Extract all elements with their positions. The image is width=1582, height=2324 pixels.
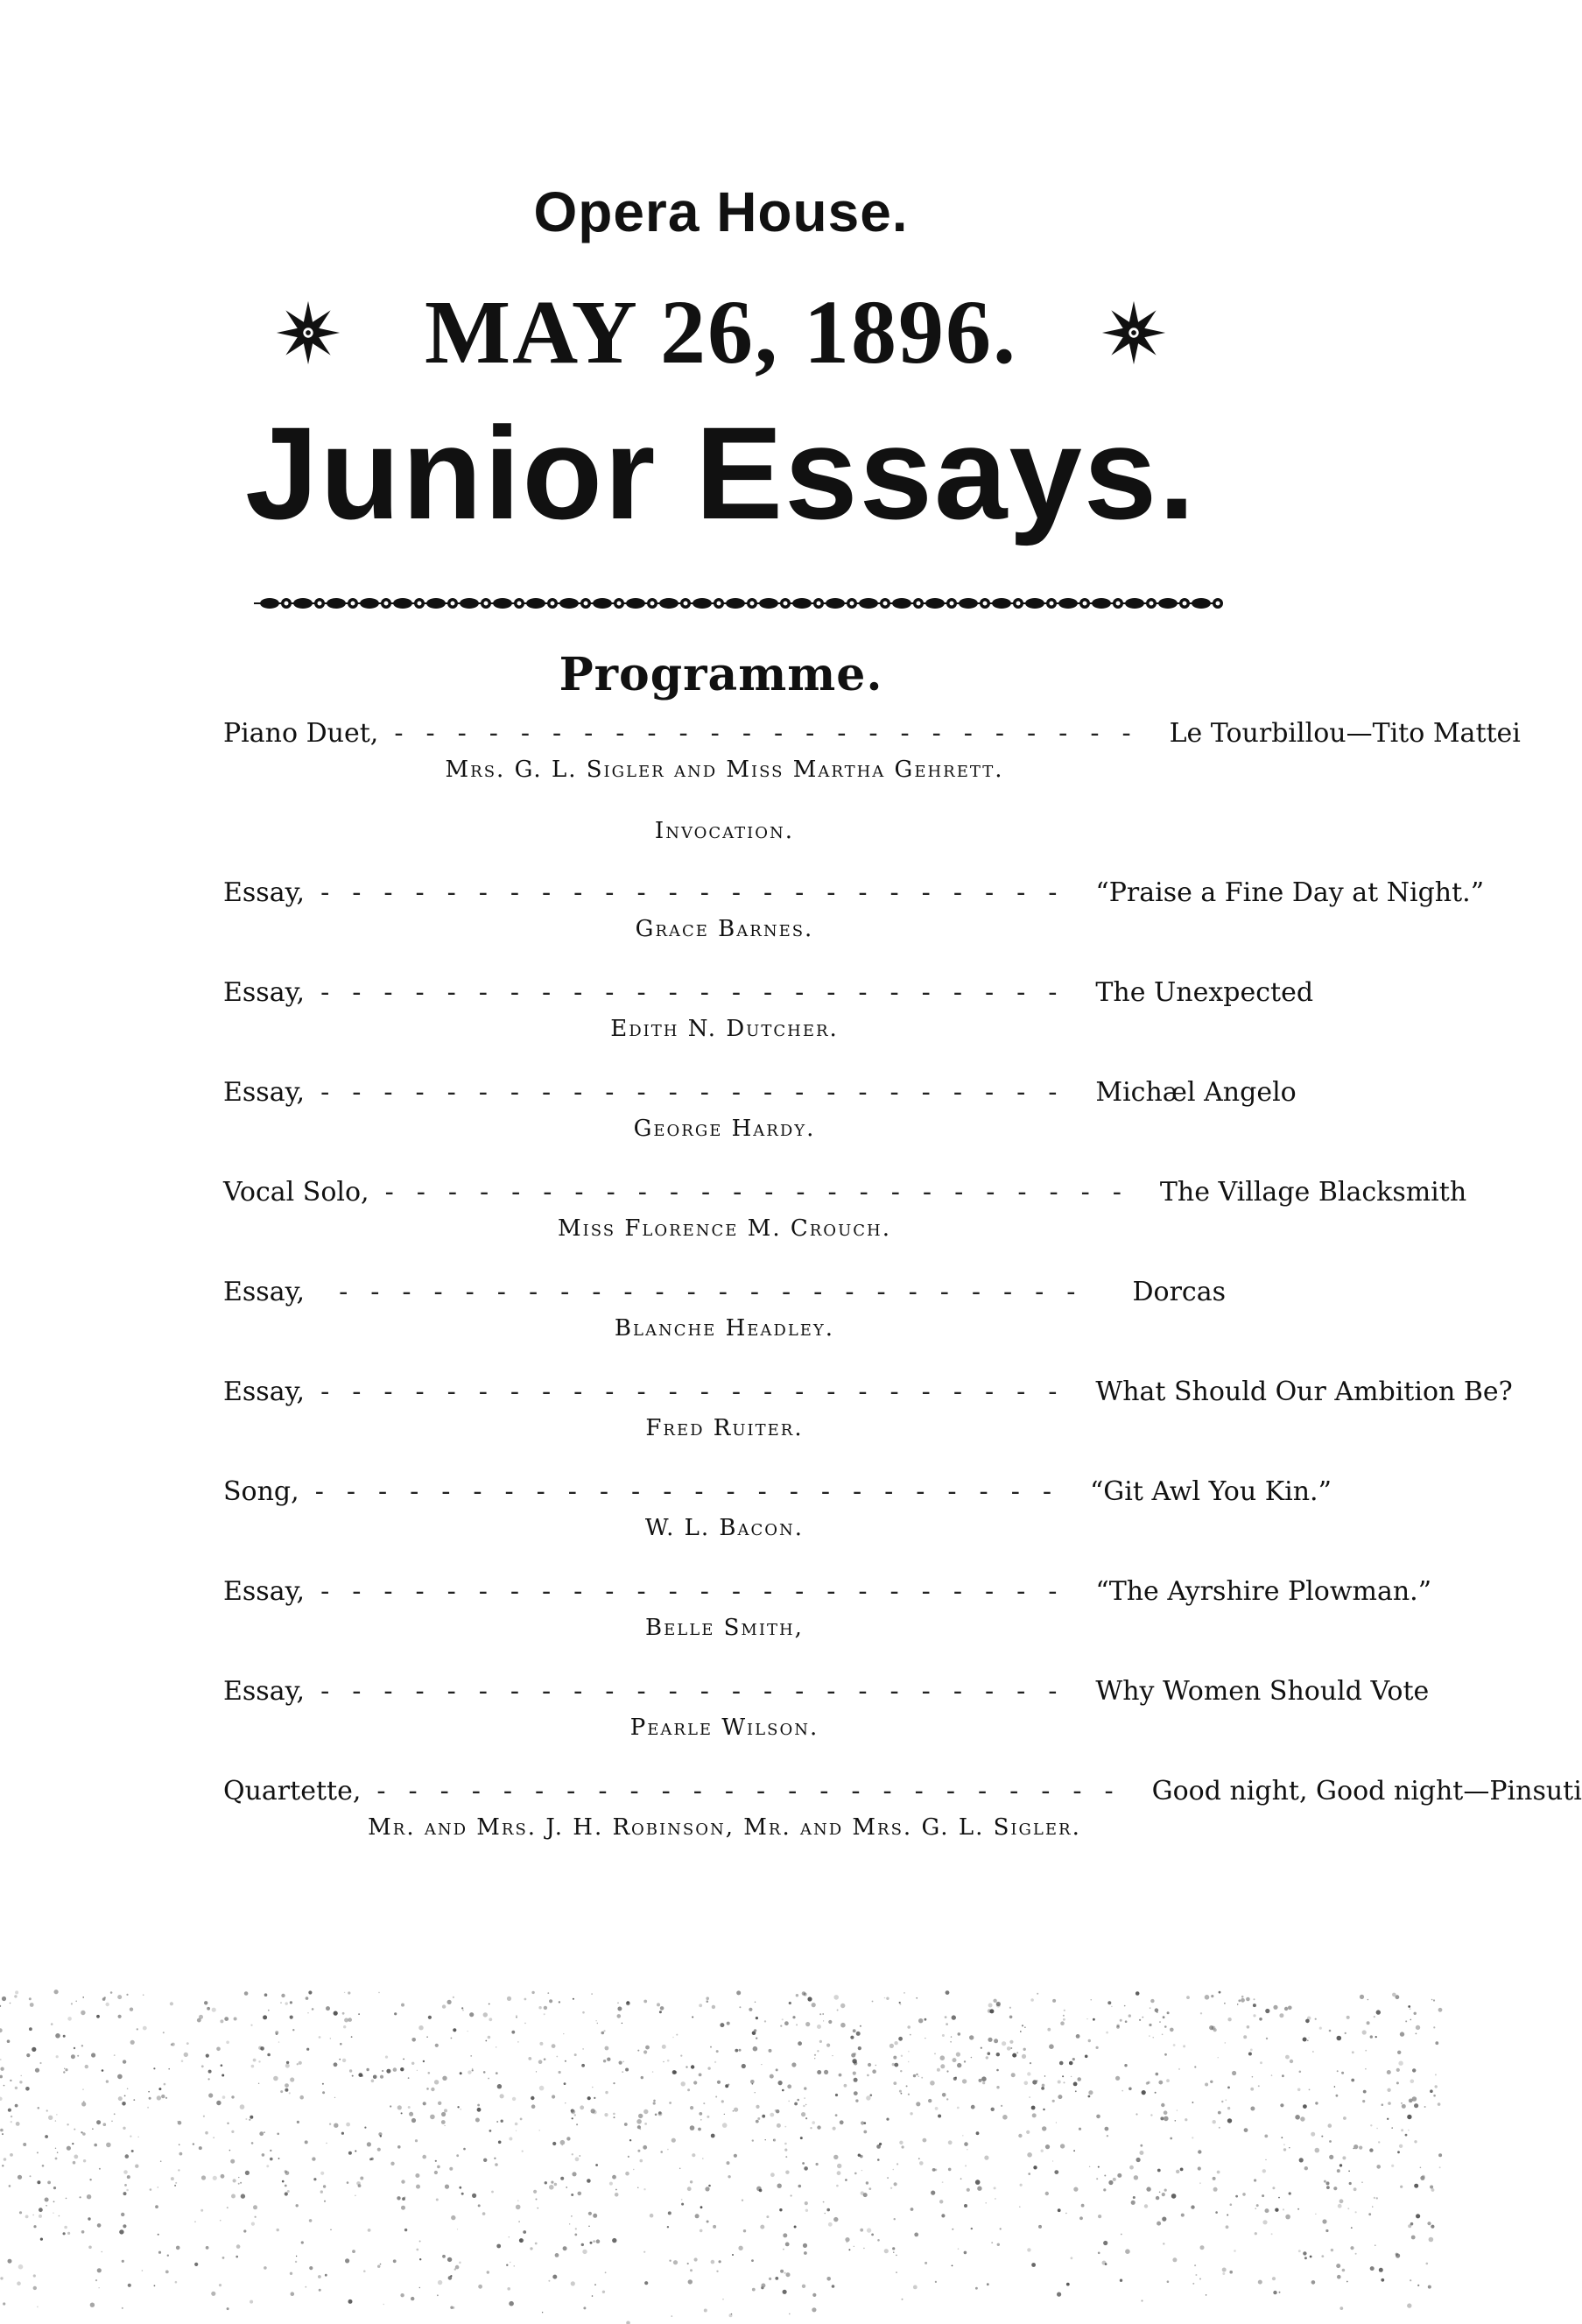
programme-item xyxy=(223,1776,1582,1841)
item-performer: Grace Barnes. xyxy=(635,916,814,942)
programme-item xyxy=(223,877,1485,942)
item-performer: Pearle Wilson. xyxy=(629,1715,819,1741)
decorative-rule-icon xyxy=(254,588,1217,618)
item-performer: Blanche Headley. xyxy=(614,1315,835,1342)
item-piece: “Git Awl You Kin.” xyxy=(1089,1476,1332,1507)
dot-leader: ------------------------ xyxy=(320,977,1080,1008)
item-performer: Mrs. G. L. Sigler and Miss Martha Gehrett. xyxy=(445,757,1004,783)
item-kind: Essay, xyxy=(223,1576,306,1607)
invocation-label: Invocation. xyxy=(654,818,795,844)
dot-leader: ------------------------ xyxy=(376,1776,1136,1806)
dot-leader: ------------------------ xyxy=(339,1277,1099,1307)
dot-leader: ------------------------ xyxy=(320,1676,1080,1707)
item-piece: Michæl Angelo xyxy=(1095,1077,1297,1108)
dot-leader: ------------------------ xyxy=(314,1476,1074,1507)
item-kind: Essay, xyxy=(223,1277,306,1307)
item-performer: Belle Smith, xyxy=(645,1615,804,1641)
programme-item xyxy=(223,1377,1513,1441)
left-star-ornament-icon xyxy=(275,299,341,366)
item-kind: Essay, xyxy=(223,1377,306,1407)
item-piece: The Village Blacksmith xyxy=(1159,1177,1467,1208)
item-piece: The Unexpected xyxy=(1095,977,1314,1008)
item-performer: George Hardy. xyxy=(633,1116,816,1142)
dot-leader: ------------------------ xyxy=(394,718,1154,749)
event-date: MAY 26, 1896. xyxy=(425,282,1017,383)
item-piece: Why Women Should Vote xyxy=(1095,1676,1430,1707)
item-kind: Essay, xyxy=(223,1676,306,1707)
paper-stain-texture xyxy=(0,1970,1442,2324)
item-piece: Good night, Good night—Pinsuti xyxy=(1151,1776,1582,1806)
item-kind: Essay, xyxy=(223,1077,306,1108)
venue-heading: Opera House. xyxy=(533,180,909,243)
date-row xyxy=(0,280,1442,384)
item-piece: “The Ayrshire Plowman.” xyxy=(1095,1576,1432,1607)
item-kind: Piano Duet, xyxy=(223,718,379,749)
item-piece: Dorcas xyxy=(1132,1277,1226,1307)
programme-heading: Programme. xyxy=(559,648,883,701)
programme-item xyxy=(223,718,1521,783)
item-performer: Fred Ruiter. xyxy=(645,1415,804,1441)
dot-leader: ------------------------ xyxy=(320,1377,1080,1407)
programme-item xyxy=(223,1177,1467,1242)
item-piece: What Should Our Ambition Be? xyxy=(1095,1377,1513,1407)
item-kind: Essay, xyxy=(223,977,306,1008)
dot-leader: ------------------------ xyxy=(320,1077,1080,1108)
dot-leader: ------------------------ xyxy=(384,1177,1144,1208)
item-performer: Mr. and Mrs. J. H. Robinson, Mr. and Mrs. G. L. Sigler. xyxy=(368,1814,1081,1841)
item-performer: W. L. Bacon. xyxy=(644,1515,805,1541)
page-title: Junior Essays. xyxy=(245,399,1197,546)
item-kind: Vocal Solo, xyxy=(223,1177,369,1208)
programme-item xyxy=(223,1576,1432,1641)
programme-item xyxy=(223,1676,1430,1741)
programme-item xyxy=(223,1277,1226,1342)
dot-leader: ------------------------ xyxy=(320,877,1080,908)
item-performer: Miss Florence M. Crouch. xyxy=(558,1215,891,1242)
item-kind: Song, xyxy=(223,1476,299,1507)
programme-item xyxy=(223,977,1314,1042)
item-piece: “Praise a Fine Day at Night.” xyxy=(1095,877,1485,908)
item-kind: Essay, xyxy=(223,877,306,908)
item-kind: Quartette, xyxy=(223,1776,362,1806)
item-performer: Edith N. Dutcher. xyxy=(610,1016,839,1042)
dot-leader: ------------------------ xyxy=(320,1576,1080,1607)
invocation-item xyxy=(223,818,1226,844)
programme-item xyxy=(223,1476,1332,1541)
item-piece: Le Tourbillou—Tito Mattei xyxy=(1169,718,1521,749)
programme-list xyxy=(223,718,1582,1876)
right-star-ornament-icon xyxy=(1100,299,1167,366)
programme-item xyxy=(223,1077,1297,1142)
